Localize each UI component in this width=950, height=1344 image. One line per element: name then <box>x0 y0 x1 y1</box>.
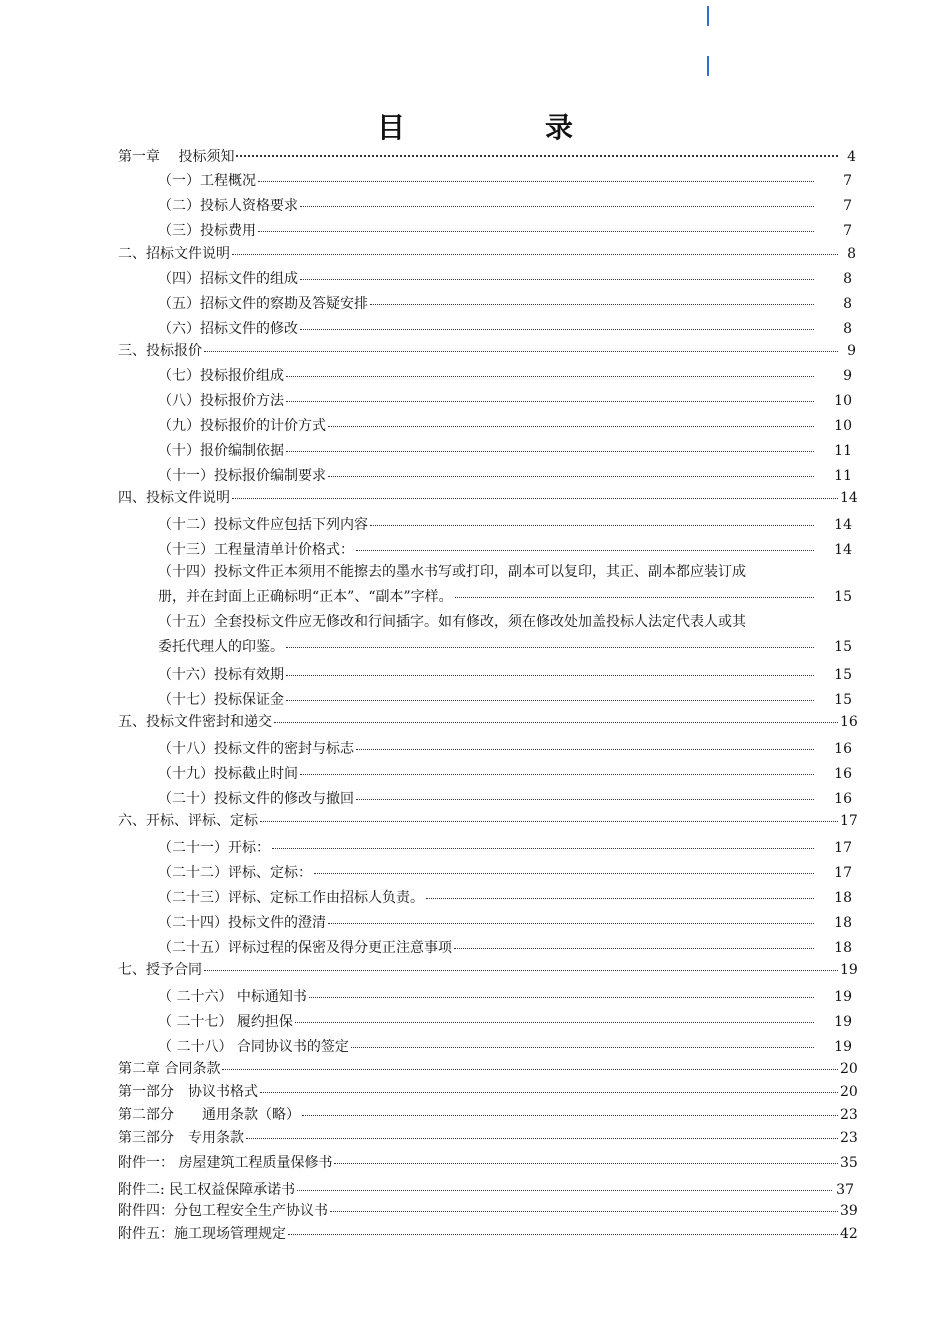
toc-entry-text: （十六）投标有效期 <box>158 667 284 683</box>
toc-page-number: 8 <box>847 246 856 262</box>
toc-section-entry[interactable] <box>118 788 852 808</box>
toc-page-number: 11 <box>834 468 852 484</box>
dot-leader <box>286 450 814 452</box>
toc-page-number: 14 <box>834 517 852 533</box>
cursor-marker-top <box>707 6 709 26</box>
toc-entry-text: （二十五）评标过程的保密及得分更正注意事项 <box>158 940 452 956</box>
dot-leader <box>295 1021 814 1023</box>
toc-entry-text: （十二）投标文件应包括下列内容 <box>158 517 368 533</box>
dot-leader <box>286 674 814 676</box>
toc-page-number: 39 <box>840 1203 858 1219</box>
toc-page-number: 15 <box>834 589 852 605</box>
toc-entry-text: 附件五：施工现场管理规定 <box>118 1226 286 1242</box>
dot-leader <box>309 996 814 998</box>
toc-page-number: 17 <box>834 840 852 856</box>
toc-page-number: 10 <box>834 393 852 409</box>
toc-page-number: 18 <box>834 940 852 956</box>
dot-leader <box>314 872 814 874</box>
dot-leader <box>302 1114 838 1116</box>
toc-section-entry[interactable] <box>118 738 852 758</box>
toc-entry-text: （二十三）评标、定标工作由招标人负责。 <box>158 890 424 906</box>
toc-section-entry[interactable] <box>118 318 852 338</box>
toc-chapter-entry[interactable] <box>118 959 856 979</box>
title-char-left: 目 <box>376 111 405 144</box>
dot-leader <box>258 180 814 182</box>
dot-leader <box>204 350 838 352</box>
toc-entry-text: （十七）投标保证金 <box>158 692 284 708</box>
toc-entry-text: （一）工程概况 <box>158 173 256 189</box>
toc-page-number: 11 <box>834 443 852 459</box>
toc-page-number: 37 <box>836 1182 854 1198</box>
toc-entry-text: （十八）投标文件的密封与标志 <box>158 741 354 757</box>
toc-page-number: 19 <box>834 989 852 1005</box>
toc-entry-text: （十）报价编制依据 <box>158 443 284 459</box>
toc-entry-text: （十一）投标报价编制要求 <box>158 468 326 484</box>
dot-leader <box>356 748 814 750</box>
toc-entry-text: （八）投标报价方法 <box>158 393 284 409</box>
toc-section-entry[interactable] <box>118 887 852 907</box>
toc-page-number: 8 <box>843 271 852 287</box>
toc-section-entry[interactable] <box>118 1179 854 1199</box>
toc-section-entry[interactable] <box>118 986 852 1006</box>
title-char-right: 录 <box>545 111 574 144</box>
toc-section-entry[interactable] <box>118 539 852 559</box>
toc-entry-text: （二十二）评标、定标： <box>158 865 312 881</box>
toc-page-number: 16 <box>834 741 852 757</box>
toc-entry-text: 附件二: 民工权益保障承诺书 <box>118 1182 296 1198</box>
dot-leader <box>297 1189 832 1191</box>
toc-section-entry[interactable] <box>118 862 852 882</box>
toc-entry-text: （十五）全套投标文件应无修改和行间插字。如有修改，须在修改处加盖投标人法定代表人或其 <box>158 614 746 630</box>
toc-entry-text: （五）招标文件的察勘及答疑安排 <box>158 296 368 312</box>
toc-entry-text: （十四）投标文件正本须用不能擦去的墨水书写或打印，副本可以复印，其正、副本都应装订成 <box>158 564 746 580</box>
toc-entry-text: （二十）投标文件的修改与撤回 <box>158 791 354 807</box>
toc-entry-text: （ 二十六） 中标通知书 <box>158 989 307 1005</box>
toc-page-number: 10 <box>834 418 852 434</box>
dot-leader <box>351 1046 814 1048</box>
toc-section-entry[interactable] <box>118 1011 852 1031</box>
toc-section-entry[interactable] <box>118 365 852 385</box>
toc-page-number: 14 <box>834 542 852 558</box>
dot-leader <box>274 721 838 723</box>
toc-page-number: 15 <box>834 667 852 683</box>
toc-section-entry[interactable] <box>118 220 852 240</box>
toc-page-number: 7 <box>843 173 852 189</box>
toc-entry-text: 四、投标文件说明 <box>118 490 230 506</box>
toc-chapter-entry[interactable] <box>118 1127 856 1147</box>
toc-entry-text: （ 二十七） 履约担保 <box>158 1014 293 1030</box>
dot-leader <box>300 328 814 330</box>
dot-leader <box>286 375 814 377</box>
toc-chapter-entry[interactable] <box>118 243 856 263</box>
toc-entry-text: 第三部分 专用条款 <box>118 1130 244 1146</box>
toc-entry-text: 六、开标、评标、定标 <box>118 813 258 829</box>
dot-leader <box>370 524 814 526</box>
toc-page-number: 16 <box>834 791 852 807</box>
toc-entry-text: 五、投标文件密封和递交 <box>118 714 272 730</box>
toc-section-entry[interactable] <box>118 763 852 783</box>
toc-entry-text: （十九）投标截止时间 <box>158 766 298 782</box>
toc-entry-text: （十三）工程量清单计价格式： <box>158 542 354 558</box>
toc-section-entry[interactable] <box>118 415 852 435</box>
dot-leader <box>454 947 814 949</box>
toc-page-number: 18 <box>834 890 852 906</box>
toc-chapter-entry[interactable] <box>118 1152 856 1172</box>
toc-section-entry[interactable] <box>118 937 852 957</box>
toc-page-number: 7 <box>843 223 852 239</box>
toc-page-number: 20 <box>840 1084 858 1100</box>
toc-entry-text: 第一章 投标须知 <box>118 149 235 165</box>
toc-section-entry[interactable] <box>118 514 852 534</box>
toc-entry-text: （ 二十八） 合同协议书的签定 <box>158 1039 349 1055</box>
page-title <box>0 106 950 146</box>
toc-entry-text: （二十四）投标文件的澄清 <box>158 915 326 931</box>
toc-entry-text: （二十一）开标： <box>158 840 270 856</box>
toc-entry-text: 第二部分 通用条款（略） <box>118 1107 300 1123</box>
toc-entry-text-continued: 委托代理人的印鉴。 <box>158 639 284 655</box>
toc-chapter-entry[interactable] <box>118 146 856 166</box>
dot-leader <box>328 922 814 924</box>
toc-entry-text: （六）招标文件的修改 <box>158 321 298 337</box>
toc-section-entry[interactable] <box>118 268 852 288</box>
dot-leader <box>370 303 814 305</box>
toc-page-number: 17 <box>834 865 852 881</box>
toc-page-number: 9 <box>843 368 852 384</box>
dot-leader <box>356 549 814 551</box>
dot-leader <box>272 847 814 849</box>
toc-section-entry[interactable] <box>118 170 852 190</box>
toc-page-number: 14 <box>840 490 858 506</box>
dot-leader <box>286 699 814 701</box>
toc-chapter-entry[interactable] <box>118 1223 856 1243</box>
toc-page-number: 15 <box>834 639 852 655</box>
toc-page-number: 42 <box>840 1226 858 1242</box>
toc-section-entry[interactable] <box>118 1036 852 1056</box>
toc-entry-text: （四）招标文件的组成 <box>158 271 298 287</box>
toc-chapter-entry[interactable] <box>118 810 856 830</box>
toc-section-entry[interactable] <box>118 689 852 709</box>
dot-leader <box>260 820 838 822</box>
dot-leader <box>300 278 814 280</box>
toc-page-number: 23 <box>840 1130 858 1146</box>
dot-leader <box>232 497 838 499</box>
toc-page-number: 4 <box>847 149 856 165</box>
dot-leader <box>300 205 814 207</box>
dot-leader <box>328 425 814 427</box>
dot-leader <box>330 1210 838 1212</box>
toc-section-entry[interactable] <box>118 837 852 857</box>
toc-entry-text: 三、投标报价 <box>118 343 202 359</box>
toc-page-number: 20 <box>840 1061 858 1077</box>
toc-chapter-entry[interactable] <box>118 1081 856 1101</box>
toc-entry-text: （二）投标人资格要求 <box>158 198 298 214</box>
toc-entry-text: （三）投标费用 <box>158 223 256 239</box>
toc-section-entry[interactable] <box>118 440 852 460</box>
toc-entry[interactable] <box>118 610 856 660</box>
dot-leader <box>258 230 814 232</box>
toc-section-entry[interactable] <box>118 390 852 410</box>
toc-page-number: 16 <box>840 714 858 730</box>
dot-leader <box>222 1068 838 1070</box>
toc-entry-text: 第一部分 协议书格式 <box>118 1084 258 1100</box>
toc-section-entry[interactable] <box>118 465 852 485</box>
toc-chapter-entry[interactable] <box>118 340 856 360</box>
dot-leader <box>246 1137 838 1139</box>
dot-leader <box>260 1091 838 1093</box>
toc-page-number: 35 <box>840 1155 858 1171</box>
toc-entry-text: （九）投标报价的计价方式 <box>158 418 326 434</box>
toc-entry[interactable] <box>118 560 856 610</box>
toc-section-entry[interactable] <box>118 293 852 313</box>
toc-section-entry[interactable] <box>118 195 852 215</box>
toc-page-number: 9 <box>847 343 856 359</box>
dot-leader <box>300 773 814 775</box>
toc-entry-text: 附件一： 房屋建筑工程质量保修书 <box>118 1155 333 1171</box>
dot-leader <box>232 253 838 255</box>
cursor-marker-bottom <box>707 56 709 76</box>
dot-leader <box>328 475 814 477</box>
toc-entry-text: 附件四：分包工程安全生产协议书 <box>118 1203 328 1219</box>
toc-page-number: 18 <box>834 915 852 931</box>
dot-leader <box>204 969 838 971</box>
toc-entry-text: 第二章 合同条款 <box>118 1061 221 1077</box>
dot-leader <box>455 596 814 598</box>
dot-leader <box>288 1233 838 1235</box>
toc-entry-text: 二、招标文件说明 <box>118 246 230 262</box>
toc-chapter-entry[interactable] <box>118 1058 856 1078</box>
toc-page-number: 17 <box>840 813 858 829</box>
toc-page-number: 23 <box>840 1107 858 1123</box>
toc-entry-text: 七、授予合同 <box>118 962 202 978</box>
toc-chapter-entry[interactable] <box>118 1104 856 1124</box>
toc-chapter-entry[interactable] <box>118 1200 856 1220</box>
dot-leader <box>334 1162 838 1164</box>
toc-page-number: 15 <box>834 692 852 708</box>
toc-page-number: 7 <box>843 198 852 214</box>
toc-page-number: 19 <box>840 962 858 978</box>
dot-leader <box>236 154 838 157</box>
dot-leader <box>286 646 814 648</box>
dot-leader <box>426 897 814 899</box>
toc-page-number: 19 <box>834 1039 852 1055</box>
toc-entry-text-continued: 册，并在封面上正确标明“正本”、“副本”字样。 <box>158 589 453 605</box>
toc-entry-text: （七）投标报价组成 <box>158 368 284 384</box>
toc-page-number: 8 <box>843 296 852 312</box>
dot-leader <box>286 400 814 402</box>
toc-page-number: 16 <box>834 766 852 782</box>
toc-page-number: 19 <box>834 1014 852 1030</box>
toc-section-entry[interactable] <box>118 912 852 932</box>
toc-chapter-entry[interactable] <box>118 711 856 731</box>
dot-leader <box>356 798 814 800</box>
toc-section-entry[interactable] <box>118 664 852 684</box>
toc-page-number: 8 <box>843 321 852 337</box>
toc-chapter-entry[interactable] <box>118 487 856 507</box>
